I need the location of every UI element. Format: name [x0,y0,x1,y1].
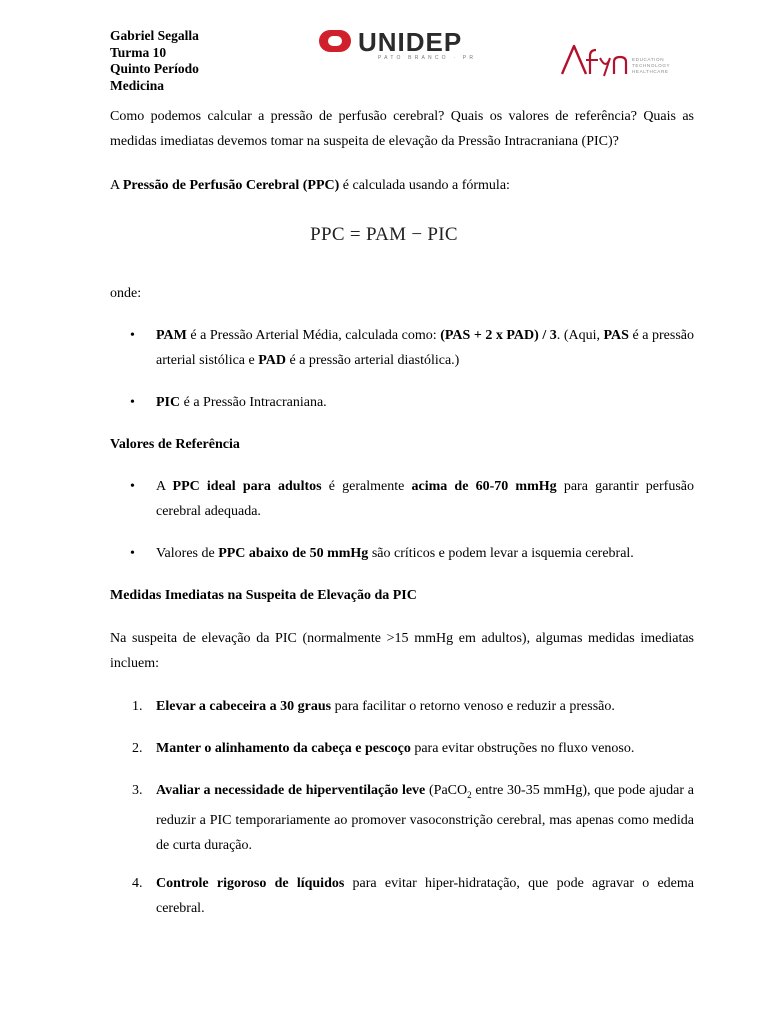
ref-item-ideal [110,474,694,524]
measure-text-pre: (PaCO [425,783,468,798]
bullet-icon: • [130,395,135,410]
definition-item-pic [110,390,694,415]
bullet-icon: • [130,328,135,343]
ref-heading-block [110,432,694,457]
pam-text1: é a Pressão Arterial Média, calculada como: [186,328,441,343]
measures-intro-block [110,626,694,676]
ref1-t1: A [156,479,173,494]
definition-item-pam [110,323,694,373]
ref2-t1: Valores de [156,546,219,561]
measure-bold: Elevar a cabeceira a 30 graus [156,699,332,714]
pad-term: PAD [258,353,286,368]
list-number: 3. [132,783,143,798]
measure-item [110,694,694,719]
list-number: 1. [132,699,143,714]
list-number: 4. [132,876,143,891]
measure-bold: Manter o alinhamento da cabeça e pescoço [156,741,411,756]
pam-formula: (PAS + 2 x PAD) / 3 [440,328,557,343]
pas-term: PAS [603,328,629,343]
ref-heading: Valores de Referência [110,437,240,452]
unidep-logo-text: UNIDEP [358,27,463,57]
bullet-icon: • [130,479,135,494]
intro-pre: A [110,178,123,193]
pam-text2: . (Aqui, [556,328,604,343]
afya-tagline-2: TECHNOLOGY [632,63,671,68]
intro-bold: Pressão de Perfusão Cerebral (PPC) [122,178,340,193]
measure-item [110,778,694,858]
measure-text: entre 30-35 mmHg), que pode ajudar a reduzir a PIC temporariamente ao promover vasoconstrição cerebral, mas apenas como medida de curta duração. [156,783,694,853]
measures-heading: Medidas Imediatas na Suspeita de Elevação da PIC [110,588,417,603]
question-text: Como podemos calcular a pressão de perfusão cerebral? Quais os valores de referência? Quais as medidas imediatas devemos tomar na suspeita de elevação da Pressão Intracraniana (PIC)? [110,109,694,149]
intro-paragraph [110,173,694,198]
onde-paragraph [110,281,694,306]
author-block [110,28,199,94]
intro-post: é calculada usando a fórmula: [339,178,510,193]
ref1-t2: é geralmente [321,479,412,494]
afya-logo [560,40,690,80]
afya-logo-text: Afya [560,40,562,41]
measures-intro: Na suspeita de elevação da PIC (normalmente >15 mmHg em adultos), algumas medidas imediatas incluem: [110,631,694,671]
measure-text: para evitar hiper-hidratação, que pode agravar o edema cerebral. [156,876,694,916]
afya-tagline-3: HEALTHCARE [632,69,669,74]
question-paragraph [110,104,694,154]
ref1-b1: PPC ideal para adultos [172,479,322,494]
ref1-b2: acima de 60-70 mmHg [411,479,557,494]
author-name: Gabriel Segalla [110,28,199,43]
pic-term: PIC [156,395,181,410]
measure-item [110,871,694,921]
pam-text4: é a pressão arterial diastólica.) [285,353,460,368]
course-label: Medicina [110,77,164,93]
onde-text: onde: [110,286,142,301]
unidep-logo [318,27,498,61]
measure-subscript: 2 [467,789,472,800]
measures-heading-block [110,583,694,608]
period-label: Quinto Período [110,61,199,76]
measure-item [110,736,694,761]
ref2-t2: são críticos e podem levar a isquemia cerebral. [368,546,634,561]
ppc-formula: PPC = PAM − PIC [310,224,458,245]
ref-item-critical [110,541,694,566]
ref2-b1: PPC abaixo de 50 mmHg [218,546,369,561]
measure-text: para facilitar o retorno venoso e reduzir a pressão. [331,699,615,714]
measure-text: para evitar obstruções no fluxo venoso. [410,741,635,756]
measure-bold: Controle rigoroso de líquidos [156,876,345,891]
ref1-t3: para garantir perfusão cerebral adequada. [156,479,694,519]
pam-term: PAM [156,328,187,343]
measure-bold: Avaliar a necessidade de hiperventilação leve [156,783,426,798]
list-number: 2. [132,741,143,756]
pam-text3: é a pressão arterial sistólica e [156,328,694,368]
pic-text: é a Pressão Intracraniana. [180,395,327,410]
bullet-icon: • [130,546,135,561]
class-label: Turma 10 [110,44,167,60]
afya-tagline-1: EDUCATION [632,57,665,62]
unidep-logo-subtext: PATO BRANCO · PR [378,55,477,61]
